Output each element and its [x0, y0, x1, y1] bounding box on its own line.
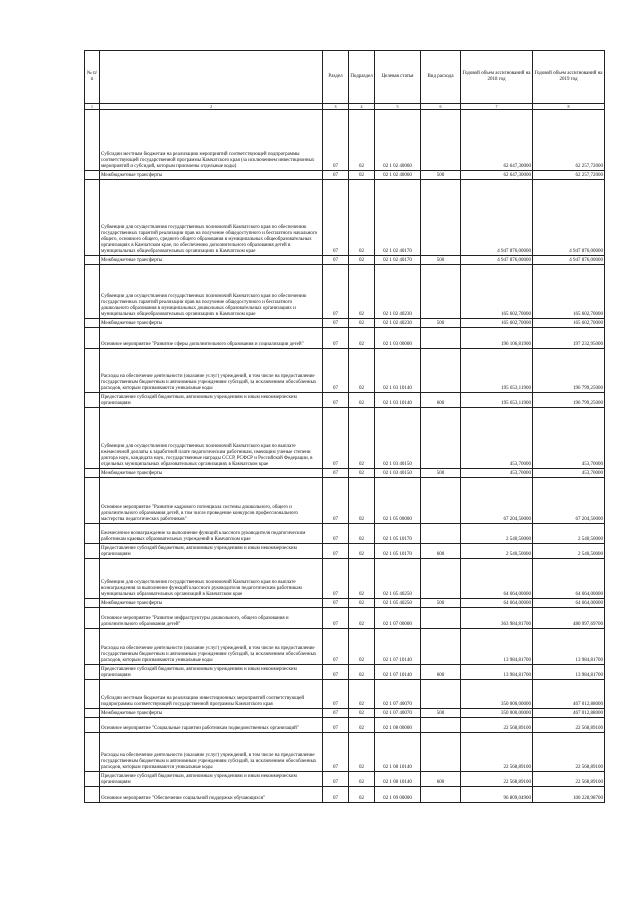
row-razdel-cell: 07 — [323, 171, 349, 180]
row-number-cell — [85, 665, 100, 680]
column-number: 4 — [349, 104, 375, 110]
row-cs-cell: 02 1 03 40150 — [375, 469, 421, 478]
row-razdel-cell: 07 — [323, 772, 349, 787]
row-vr-cell: 500 — [421, 171, 461, 180]
row-name-cell: Предоставление субсидий бюджетным, автономным учреждениям и иным некоммерческим организациям — [100, 544, 323, 559]
col-razdel-header: Раздел — [323, 51, 349, 104]
table-row — [85, 608, 605, 629]
column-number: 6 — [421, 104, 461, 110]
row-name-cell: Субвенции для осуществления государственных полномочий Камчатского края по выплате ежемесячной доплаты к заработной плате педагогическим работникам, имеющим ученые степени доктора наук, кандидата наук, государственные награды СССР, РСФСР и Российской Федерации, в отдельных муниципальных образовательных организациях в Камчатском крае — [100, 408, 323, 469]
row-2018-cell: 196 106,81900 — [461, 328, 533, 349]
row-name-cell: Субсидии местным бюджетам на реализацию мероприятий соответствующей подпрограммы соответствующей государственной программы Камчатского края (за исключением инвестиционных мероприятий и субсидий, которым присвоены отдельные коды) — [100, 110, 323, 171]
row-cs-cell: 02 1 08 10140 — [375, 772, 421, 787]
table-row — [85, 787, 605, 803]
row-name-cell: Межбюджетные трансферты — [100, 171, 323, 180]
row-cs-cell: 02 1 03 00000 — [375, 328, 421, 349]
row-podrazdel-cell: 02 — [349, 629, 375, 665]
row-number-cell — [85, 349, 100, 393]
row-2018-cell: 165 602,70000 — [461, 319, 533, 328]
row-razdel-cell: 07 — [323, 709, 349, 718]
row-2018-cell: 62 647,30000 — [461, 171, 533, 180]
row-razdel-cell: 07 — [323, 408, 349, 469]
row-cs-cell: 02 1 02 40060 — [375, 171, 421, 180]
column-number: 8 — [533, 104, 605, 110]
row-name-cell: Предоставление субсидий бюджетным, автономным учреждениям и иным некоммерческим организациям — [100, 772, 323, 787]
row-razdel-cell: 07 — [323, 349, 349, 393]
row-vr-cell: 500 — [421, 709, 461, 718]
row-vr-cell: 600 — [421, 393, 461, 408]
row-2019-cell: 100 228,98700 — [533, 787, 605, 803]
column-number: 3 — [323, 104, 349, 110]
row-number-cell — [85, 110, 100, 171]
row-podrazdel-cell: 02 — [349, 469, 375, 478]
table-row — [85, 599, 605, 608]
row-cs-cell: 02 1 09 00000 — [375, 787, 421, 803]
row-name-cell: Межбюджетные трансферты — [100, 319, 323, 328]
table-row — [85, 469, 605, 478]
row-2018-cell: 96 809,04900 — [461, 787, 533, 803]
row-name-cell: Предоставление субсидий бюджетным, автономным учреждениям и иным некоммерческим организациям — [100, 665, 323, 680]
row-vr-cell: 500 — [421, 469, 461, 478]
col-no-header: № п/п — [85, 51, 100, 104]
row-razdel-cell: 07 — [323, 718, 349, 733]
row-podrazdel-cell: 02 — [349, 256, 375, 265]
row-razdel-cell: 07 — [323, 319, 349, 328]
row-2018-cell: 64 664,00000 — [461, 559, 533, 599]
row-name-cell: Межбюджетные трансферты — [100, 599, 323, 608]
row-name-cell: Предоставление субсидий бюджетным, автономным учреждениям и иным некоммерческим организациям — [100, 393, 323, 408]
row-2019-cell: 467 012,88000 — [533, 709, 605, 718]
row-2019-cell: 13 984,81700 — [533, 629, 605, 665]
row-cs-cell: 02 1 08 00000 — [375, 718, 421, 733]
row-2018-cell: 2 540,50000 — [461, 524, 533, 544]
row-2018-cell: 4 947 876,00000 — [461, 180, 533, 256]
row-vr-cell: 500 — [421, 599, 461, 608]
row-number-cell — [85, 629, 100, 665]
row-cs-cell: 02 1 05 10170 — [375, 524, 421, 544]
row-podrazdel-cell: 02 — [349, 772, 375, 787]
row-name-cell: Основное мероприятие "Развитие сферы дополнительного образования и социализации детей" — [100, 328, 323, 349]
row-cs-cell: 02 1 03 40150 — [375, 408, 421, 469]
row-number-cell — [85, 265, 100, 319]
row-number-cell — [85, 319, 100, 328]
row-2019-cell: 197 232,95000 — [533, 328, 605, 349]
row-2018-cell: 64 664,00000 — [461, 599, 533, 608]
row-2018-cell: 350 000,00000 — [461, 680, 533, 709]
row-razdel-cell: 07 — [323, 524, 349, 544]
row-vr-cell — [421, 524, 461, 544]
row-podrazdel-cell: 02 — [349, 599, 375, 608]
column-number: 5 — [375, 104, 421, 110]
row-cs-cell: 02 1 02 40060 — [375, 110, 421, 171]
row-2018-cell: 22 568,89100 — [461, 772, 533, 787]
row-vr-cell — [421, 718, 461, 733]
table-row — [85, 319, 605, 328]
col-2018-header: Годовой объем ассигнований на 2018 год — [461, 51, 533, 104]
row-2019-cell: 22 568,89100 — [533, 718, 605, 733]
row-razdel-cell: 07 — [323, 559, 349, 599]
row-cs-cell: 02 1 05 00000 — [375, 478, 421, 524]
row-number-cell — [85, 328, 100, 349]
table-row — [85, 709, 605, 718]
row-2019-cell: 467 012,88000 — [533, 680, 605, 709]
row-razdel-cell: 07 — [323, 665, 349, 680]
row-podrazdel-cell: 02 — [349, 180, 375, 256]
row-cs-cell: 02 1 02 40170 — [375, 256, 421, 265]
row-podrazdel-cell: 02 — [349, 408, 375, 469]
row-2018-cell: 4 947 876,00000 — [461, 256, 533, 265]
row-razdel-cell: 07 — [323, 680, 349, 709]
row-2019-cell: 4 947 876,00000 — [533, 180, 605, 256]
row-podrazdel-cell: 02 — [349, 718, 375, 733]
row-2019-cell: 480 997,69700 — [533, 608, 605, 629]
row-name-cell: Расходы на обеспечение деятельности (оказание услуг) учреждений, в том числе на предоставление государственным бюджетным и автономным учреждениям субсидий, за исключением обособленных расходов, которым присваиваются уникальные коды — [100, 733, 323, 772]
row-razdel-cell: 07 — [323, 787, 349, 803]
row-razdel-cell: 07 — [323, 469, 349, 478]
row-2018-cell: 195 653,11900 — [461, 349, 533, 393]
row-name-cell: Субвенции для осуществления государственных полномочий Камчатского края по выплате вознаграждения за выполнение функций классного руководителя педагогическим работникам муниципальных образовательных организаций в Камчатском крае — [100, 559, 323, 599]
table-row — [85, 171, 605, 180]
row-cs-cell: 02 1 05 40250 — [375, 599, 421, 608]
table-row — [85, 718, 605, 733]
row-number-cell — [85, 787, 100, 803]
row-vr-cell — [421, 787, 461, 803]
row-2019-cell: 453,70000 — [533, 408, 605, 469]
row-2018-cell: 165 602,70000 — [461, 265, 533, 319]
row-razdel-cell: 07 — [323, 265, 349, 319]
row-vr-cell — [421, 265, 461, 319]
row-2019-cell: 2 540,50000 — [533, 524, 605, 544]
table-row — [85, 110, 605, 171]
row-2018-cell: 67 204,50000 — [461, 478, 533, 524]
row-name-cell: Основное мероприятие "Социальные гарантии работникам подведомственных организаций" — [100, 718, 323, 733]
row-2019-cell: 196 799,25000 — [533, 349, 605, 393]
row-2018-cell: 363 984,81700 — [461, 608, 533, 629]
row-vr-cell — [421, 180, 461, 256]
table-row — [85, 665, 605, 680]
row-podrazdel-cell: 02 — [349, 265, 375, 319]
column-number: 1 — [85, 104, 100, 110]
row-vr-cell: 500 — [421, 256, 461, 265]
row-vr-cell — [421, 629, 461, 665]
row-podrazdel-cell: 02 — [349, 559, 375, 599]
row-2019-cell: 22 568,89100 — [533, 772, 605, 787]
col-cs-header: Целевая статья — [375, 51, 421, 104]
row-cs-cell: 02 1 03 10140 — [375, 393, 421, 408]
row-2018-cell: 195 653,11900 — [461, 393, 533, 408]
row-number-cell — [85, 733, 100, 772]
row-vr-cell — [421, 349, 461, 393]
row-name-cell: Субвенции для осуществления государственных полномочий Камчатского края по обеспечению государственных гарантий реализации прав на получение общедоступного и бесплатного дошкольного образования в муниципальных дошкольных образовательных организациях и муниципальных общеобразовательных организациях в Камчатском крае — [100, 265, 323, 319]
row-2019-cell: 22 568,89100 — [533, 733, 605, 772]
table-row — [85, 629, 605, 665]
table-row — [85, 256, 605, 265]
row-razdel-cell: 07 — [323, 256, 349, 265]
row-podrazdel-cell: 02 — [349, 110, 375, 171]
row-name-cell: Субвенции для осуществления государственных полномочий Камчатского края по обеспечению государственных гарантий реализации прав на получение общедоступного и бесплатного начального общего, основного общего, среднего общего образования в муниципальных общеобразовательных организациях в Камчатском крае, по обеспечению дополнительного образования детей в муниципальных общеобразовательных организациях в Камчатском крае — [100, 180, 323, 256]
row-cs-cell: 02 1 03 10140 — [375, 349, 421, 393]
row-vr-cell: 600 — [421, 665, 461, 680]
row-number-cell — [85, 718, 100, 733]
row-cs-cell: 02 1 02 40170 — [375, 180, 421, 256]
row-razdel-cell: 07 — [323, 599, 349, 608]
row-podrazdel-cell: 02 — [349, 349, 375, 393]
row-number-cell — [85, 599, 100, 608]
table-row — [85, 524, 605, 544]
header-row — [85, 51, 605, 104]
row-number-cell — [85, 709, 100, 718]
row-2019-cell: 453,70000 — [533, 469, 605, 478]
table-row — [85, 772, 605, 787]
table-row — [85, 393, 605, 408]
row-vr-cell — [421, 680, 461, 709]
table-row — [85, 408, 605, 469]
column-number: 7 — [461, 104, 533, 110]
row-2019-cell: 165 602,70000 — [533, 319, 605, 328]
row-number-cell — [85, 772, 100, 787]
row-vr-cell: 600 — [421, 772, 461, 787]
row-cs-cell: 02 1 07 40070 — [375, 680, 421, 709]
row-razdel-cell: 07 — [323, 180, 349, 256]
row-cs-cell: 02 1 07 00000 — [375, 608, 421, 629]
row-number-cell — [85, 469, 100, 478]
row-razdel-cell: 07 — [323, 733, 349, 772]
row-name-cell: Расходы на обеспечение деятельности (оказание услуг) учреждений, в том числе на предоставление государственным бюджетным и автономным учреждениям субсидий, за исключением обособленных расходов, которым присваиваются уникальные коды — [100, 629, 323, 665]
row-number-cell — [85, 171, 100, 180]
row-vr-cell: 500 — [421, 319, 461, 328]
table-row — [85, 680, 605, 709]
row-name-cell: Основное мероприятие "Развитие кадрового потенциала системы дошкольного, общего и дополнительного образования детей, в том числе проведение конкурсов профессионального мастерства педагогических работников" — [100, 478, 323, 524]
row-razdel-cell: 07 — [323, 110, 349, 171]
row-vr-cell — [421, 408, 461, 469]
row-2019-cell: 67 204,50000 — [533, 478, 605, 524]
table-row — [85, 478, 605, 524]
row-2019-cell: 64 664,00000 — [533, 559, 605, 599]
row-2019-cell: 62 257,72000 — [533, 110, 605, 171]
budget-sheet — [84, 50, 604, 855]
row-2019-cell: 2 540,50000 — [533, 544, 605, 559]
row-number-cell — [85, 408, 100, 469]
table-row — [85, 328, 605, 349]
row-number-cell — [85, 524, 100, 544]
row-podrazdel-cell: 02 — [349, 544, 375, 559]
row-vr-cell — [421, 733, 461, 772]
row-razdel-cell: 07 — [323, 478, 349, 524]
col-vr-header: Вид расхода — [421, 51, 461, 104]
row-podrazdel-cell: 02 — [349, 733, 375, 772]
row-vr-cell — [421, 328, 461, 349]
row-cs-cell: 02 1 05 40250 — [375, 559, 421, 599]
row-number-cell — [85, 393, 100, 408]
table-body — [85, 110, 605, 803]
row-2019-cell: 13 984,81700 — [533, 665, 605, 680]
row-cs-cell: 02 1 07 10140 — [375, 629, 421, 665]
table-row — [85, 349, 605, 393]
row-name-cell: Расходы на обеспечение деятельности (оказание услуг) учреждений, в том числе на предоставление государственным бюджетным и автономным учреждениям субсидий, за исключением обособленных расходов, которым присваиваются уникальные коды — [100, 349, 323, 393]
table-row — [85, 544, 605, 559]
row-name-cell: Межбюджетные трансферты — [100, 709, 323, 718]
row-2018-cell: 2 540,50000 — [461, 544, 533, 559]
row-cs-cell: 02 1 02 40230 — [375, 265, 421, 319]
col-name-header — [100, 51, 323, 104]
row-podrazdel-cell: 02 — [349, 328, 375, 349]
column-number: 2 — [100, 104, 323, 110]
table-row — [85, 265, 605, 319]
row-2019-cell: 165 602,70000 — [533, 265, 605, 319]
row-podrazdel-cell: 02 — [349, 787, 375, 803]
row-razdel-cell: 07 — [323, 328, 349, 349]
row-2018-cell: 62 647,30000 — [461, 110, 533, 171]
row-cs-cell: 02 1 08 10140 — [375, 733, 421, 772]
row-cs-cell: 02 1 07 10140 — [375, 665, 421, 680]
row-2018-cell: 453,70000 — [461, 469, 533, 478]
row-number-cell — [85, 559, 100, 599]
row-podrazdel-cell: 02 — [349, 709, 375, 718]
row-2019-cell: 62 257,72000 — [533, 171, 605, 180]
row-name-cell: Основное мероприятие "Обеспечение социальной поддержки обучающихся" — [100, 787, 323, 803]
row-cs-cell: 02 1 02 40230 — [375, 319, 421, 328]
row-podrazdel-cell: 02 — [349, 665, 375, 680]
row-podrazdel-cell: 02 — [349, 608, 375, 629]
row-2018-cell: 453,70000 — [461, 408, 533, 469]
row-2019-cell: 4 947 876,00000 — [533, 256, 605, 265]
row-razdel-cell: 07 — [323, 544, 349, 559]
row-podrazdel-cell: 02 — [349, 171, 375, 180]
row-2018-cell: 22 568,89100 — [461, 733, 533, 772]
row-cs-cell: 02 1 05 10170 — [375, 544, 421, 559]
row-vr-cell — [421, 608, 461, 629]
row-2018-cell: 22 568,89100 — [461, 718, 533, 733]
row-podrazdel-cell: 02 — [349, 393, 375, 408]
col-2019-header: Годовой объем ассигнований на 2019 год — [533, 51, 605, 104]
row-name-cell: Межбюджетные трансферты — [100, 256, 323, 265]
row-vr-cell — [421, 559, 461, 599]
row-number-cell — [85, 180, 100, 256]
row-name-cell: Основное мероприятие "Развитие инфраструктуры дошкольного, общего образования и дополнительного образования детей" — [100, 608, 323, 629]
row-name-cell: Ежемесячное вознаграждение за выполнение функций классного руководителя педагогическим работникам краевых образовательных учреждений в Камчатском крае — [100, 524, 323, 544]
row-2018-cell: 350 000,00000 — [461, 709, 533, 718]
row-number-cell — [85, 478, 100, 524]
table-row — [85, 559, 605, 599]
row-number-cell — [85, 256, 100, 265]
row-podrazdel-cell: 02 — [349, 478, 375, 524]
budget-table — [84, 50, 605, 803]
row-2018-cell: 13 984,81700 — [461, 665, 533, 680]
row-vr-cell — [421, 478, 461, 524]
row-podrazdel-cell: 02 — [349, 524, 375, 544]
table-row — [85, 180, 605, 256]
row-vr-cell: 600 — [421, 544, 461, 559]
row-2019-cell: 64 664,00000 — [533, 599, 605, 608]
table-row — [85, 733, 605, 772]
row-vr-cell — [421, 110, 461, 171]
row-number-cell — [85, 680, 100, 709]
row-podrazdel-cell: 02 — [349, 680, 375, 709]
row-podrazdel-cell: 02 — [349, 319, 375, 328]
row-2019-cell: 196 799,25000 — [533, 393, 605, 408]
row-number-cell — [85, 608, 100, 629]
col-podrazdel-header: Подраздел — [349, 51, 375, 104]
row-razdel-cell: 07 — [323, 629, 349, 665]
row-number-cell — [85, 544, 100, 559]
row-razdel-cell: 07 — [323, 608, 349, 629]
row-2018-cell: 13 984,81700 — [461, 629, 533, 665]
row-razdel-cell: 07 — [323, 393, 349, 408]
row-cs-cell: 02 1 07 40070 — [375, 709, 421, 718]
row-name-cell: Межбюджетные трансферты — [100, 469, 323, 478]
row-name-cell: Субсидии местным бюджетам на реализацию инвестиционных мероприятий соответствующей подпрограммы соответствующей государственной программы Камчатского края — [100, 680, 323, 709]
